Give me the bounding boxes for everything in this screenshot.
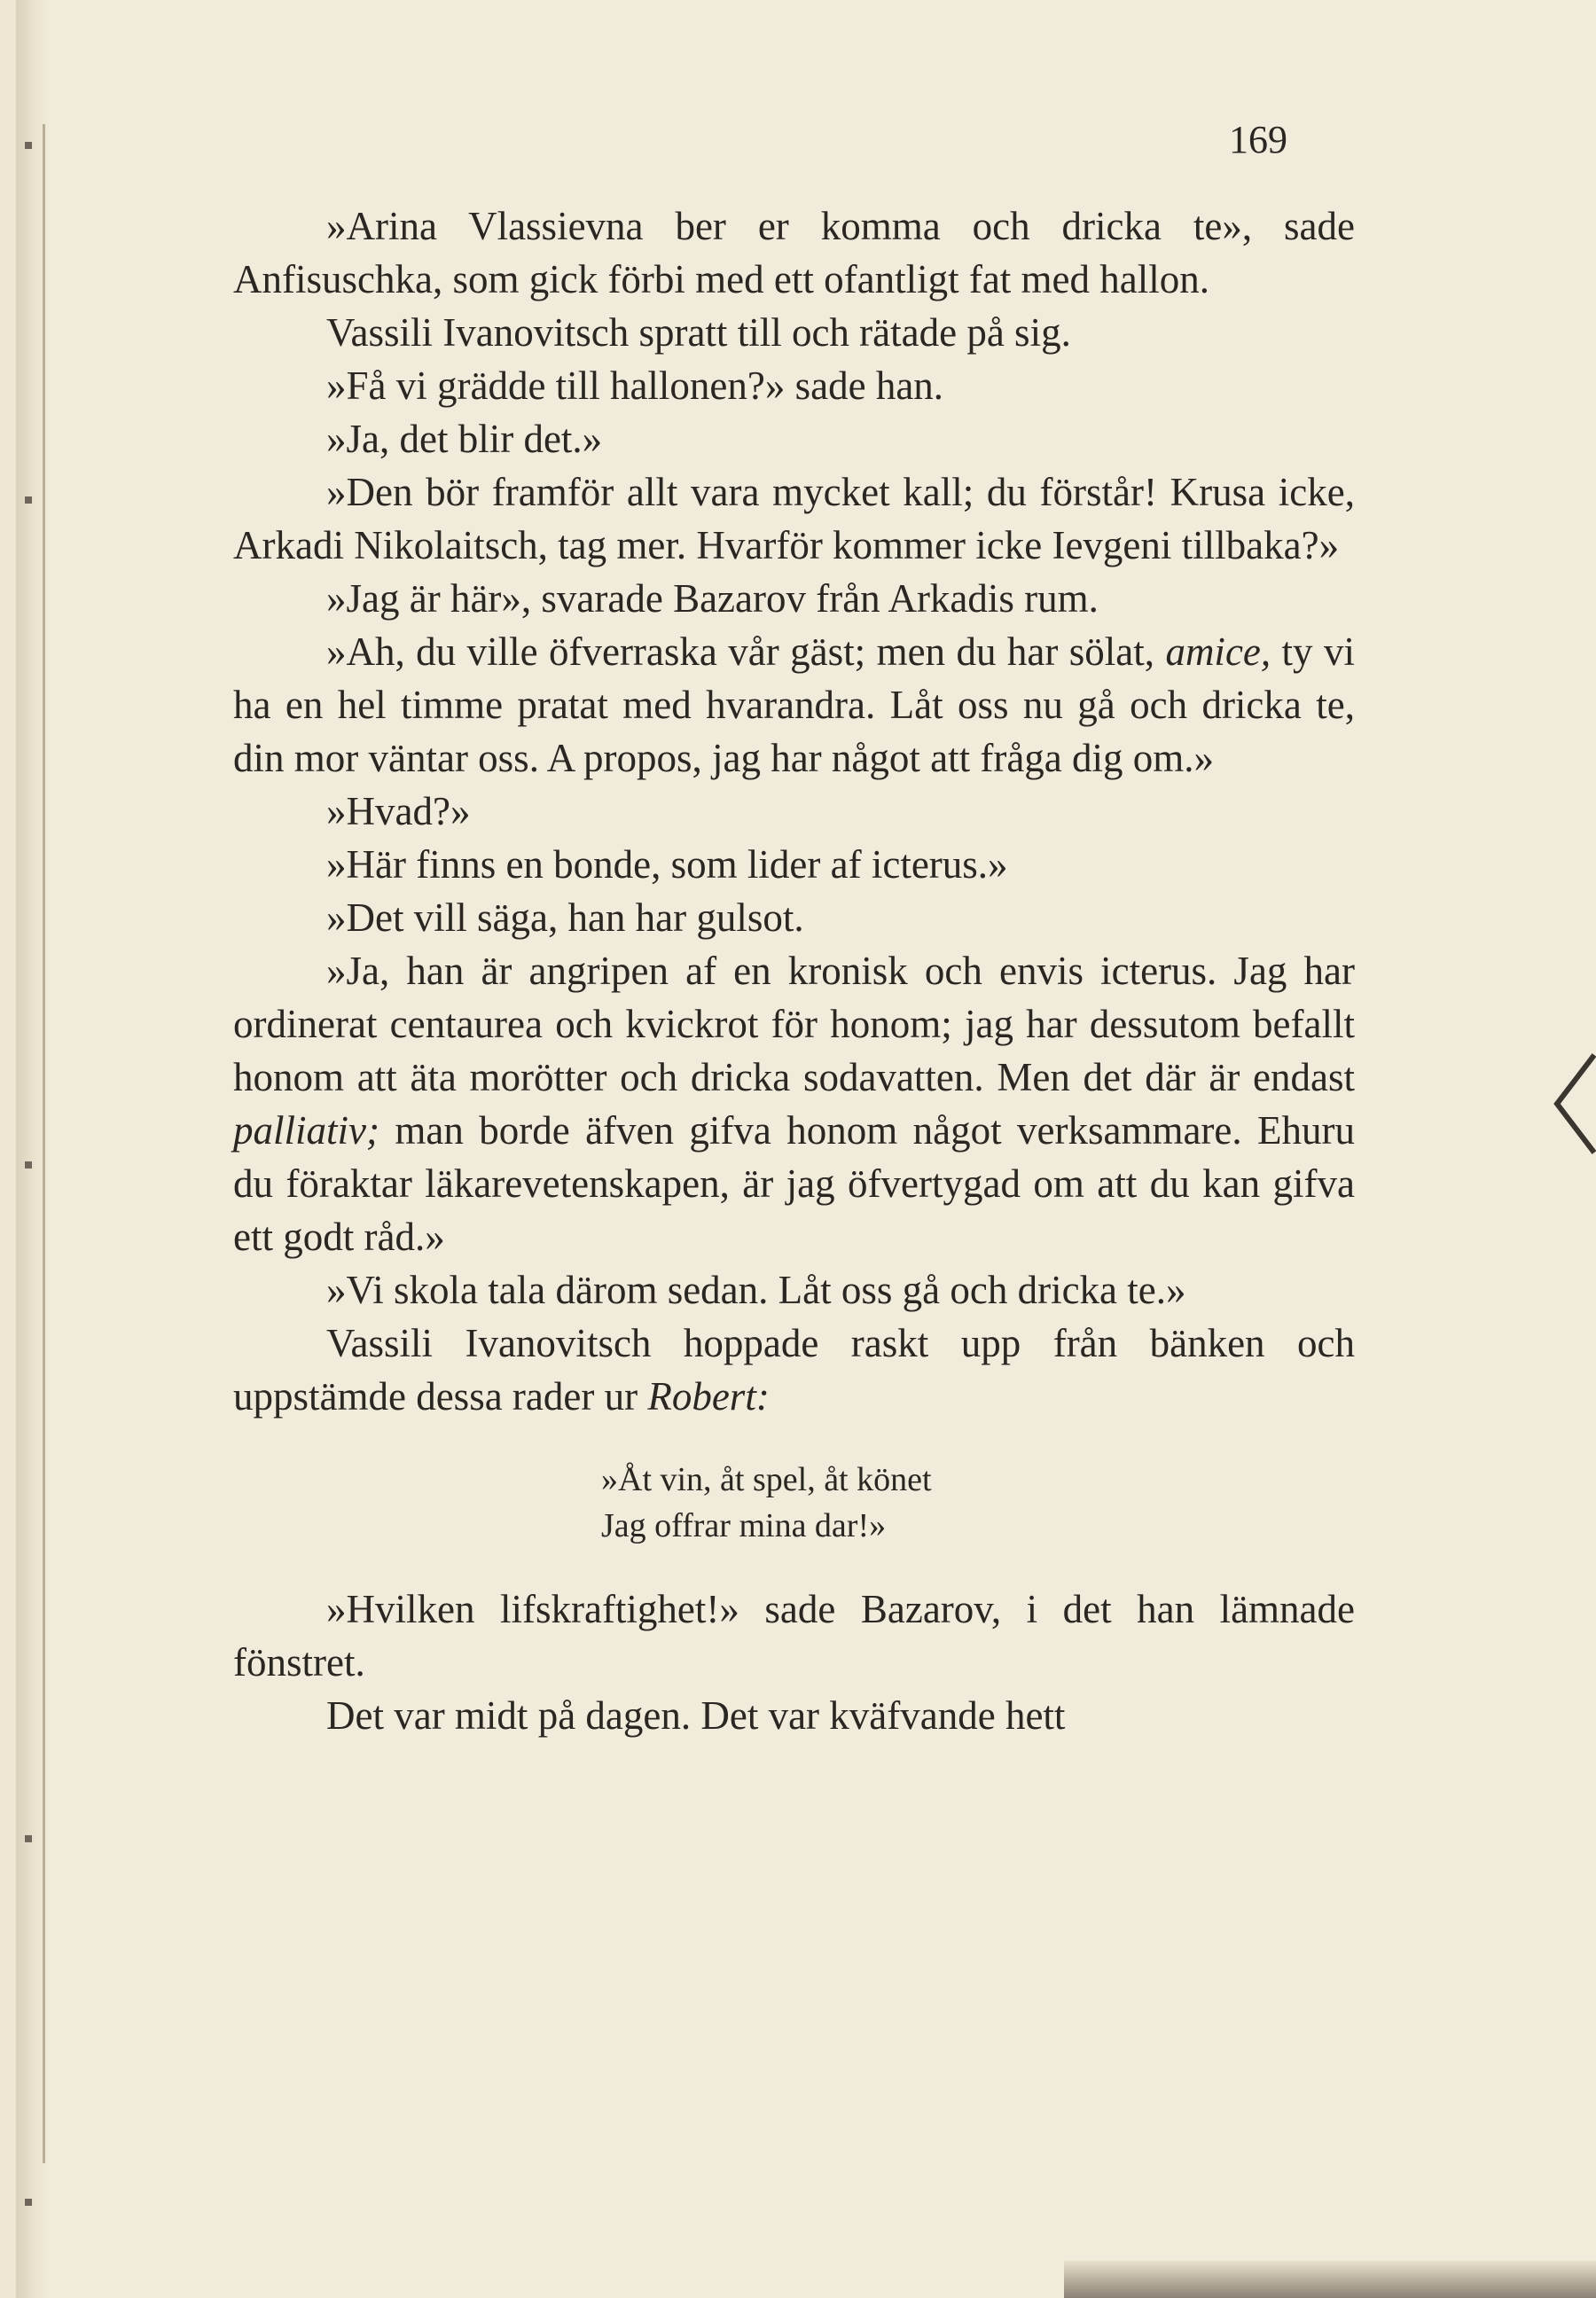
margin-mark xyxy=(25,1835,32,1842)
verse-line: »Åt vin, åt spel, åt könet xyxy=(601,1461,932,1498)
text-run: ty vi ha en hel timme pratat med hvarandra. Låt oss nu gå och dricka te, din mor väntar oss. A propos, jag har något att fråga dig om.» xyxy=(233,629,1355,780)
paragraph: »Hvad?» xyxy=(326,789,471,833)
paragraph: »Ja, det blir det.» xyxy=(326,417,603,461)
paragraph xyxy=(233,944,1355,1263)
paragraph: »Arina Vlassievna ber er komma och dricka te», sade Anfisuschka, som gick förbi med ett ofantligt fat med hallon. xyxy=(233,204,1355,301)
verse-quote xyxy=(601,1457,1355,1549)
text-run: Vassili Ivanovitsch hoppade raskt upp från bänken och uppstämde dessa rader ur xyxy=(233,1321,1355,1419)
margin-mark xyxy=(25,496,32,504)
margin-mark xyxy=(25,1161,32,1169)
paragraph: Det var midt på dagen. Det var kväfvande hett xyxy=(326,1693,1066,1738)
paragraph: »Här finns en bonde, som lider af icterus.» xyxy=(326,842,1008,887)
gutter-line xyxy=(43,124,45,2163)
paragraph: »Hvilken lifskraftighet!» sade Bazarov, i det han lämnade fönstret. xyxy=(233,1587,1355,1684)
book-page xyxy=(16,0,1596,2298)
italic-word: amice, xyxy=(1165,629,1271,674)
paragraph: »Få vi grädde till hallonen?» sade han. xyxy=(326,363,944,408)
paragraph xyxy=(233,1317,1355,1423)
text-run: man borde äfven gifva honom något verksammare. Ehuru du föraktar läkarevetenskapen, är jag öfvertygad om att du kan gifva ett godt råd.» xyxy=(233,1108,1355,1259)
page-tab-icon xyxy=(1550,1051,1596,1157)
margin-mark xyxy=(25,2199,32,2206)
margin-mark xyxy=(25,142,32,149)
verse-line: Jag offrar mina dar!» xyxy=(601,1507,887,1544)
text-run: »Ja, han är angripen af en kronisk och envis icterus. Jag har ordinerat centaurea och kvickrot för honom; jag har dessutom befallt honom att äta morötter och dricka sodavatten. Men det där är endast xyxy=(233,949,1355,1099)
paragraph: »Den bör framför allt vara mycket kall; du förstår! Krusa icke, Arkadi Nikolaitsch, tag mer. Hvarför kommer icke Ievgeni tillbaka?» xyxy=(233,470,1355,567)
italic-word: Robert: xyxy=(647,1374,770,1419)
text-run: »Ah, du ville öfverraska vår gäst; men du har sölat, xyxy=(326,629,1166,674)
body-text xyxy=(233,199,1355,1742)
paragraph: Vassili Ivanovitsch spratt till och rätade på sig. xyxy=(326,310,1071,355)
paragraph: »Vi skola tala därom sedan. Låt oss gå och dricka te.» xyxy=(326,1268,1186,1312)
italic-word: palliativ; xyxy=(233,1108,379,1153)
paragraph xyxy=(233,625,1355,785)
paragraph: »Det vill säga, han har gulsot. xyxy=(326,895,804,940)
page-number: 169 xyxy=(1229,118,1287,161)
paragraph: »Jag är här», svarade Bazarov från Arkadis rum. xyxy=(326,576,1099,621)
page-edge-shadow xyxy=(1064,2261,1596,2298)
